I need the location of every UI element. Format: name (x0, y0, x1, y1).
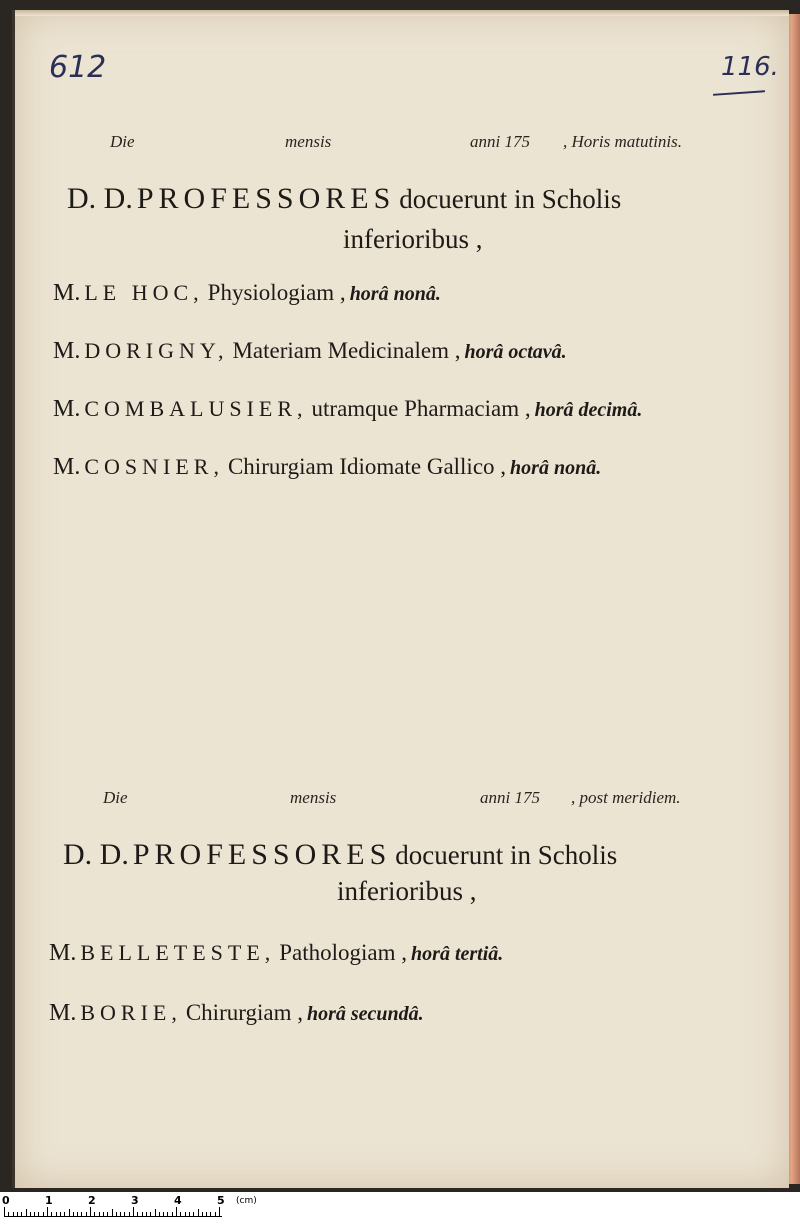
ruler-tick (142, 1212, 143, 1216)
ruler-tick (137, 1212, 138, 1216)
dateline-die: Die (110, 132, 135, 151)
ruler-tick (146, 1212, 147, 1216)
ruler-tick (189, 1212, 190, 1216)
ruler-tick (94, 1212, 95, 1216)
ruler-tick (155, 1209, 156, 1216)
ruler-tick (202, 1212, 203, 1216)
ruler-tick (30, 1212, 31, 1216)
ruler-tick (8, 1212, 9, 1216)
entry-prefix: M. (49, 940, 77, 966)
ruler-label: 3 (131, 1194, 139, 1207)
dateline-die: Die (103, 788, 128, 807)
entry-prefix: M. (53, 454, 81, 480)
professor-entry (53, 280, 441, 307)
ruler-tick (133, 1207, 134, 1216)
dateline-anni: anni 175 (480, 788, 540, 807)
ruler-tick (47, 1207, 48, 1216)
professor-name: LE HOC, (84, 280, 204, 305)
ruler-tick (38, 1212, 39, 1216)
dateline-mensis: mensis (285, 132, 332, 151)
ruler-tick (34, 1212, 35, 1216)
ruler-tick (150, 1212, 151, 1216)
dateline-anni: anni 175 (470, 132, 530, 151)
section-heading (63, 838, 617, 872)
course-subject: Chirurgiam Idiomate Gallico , (227, 454, 507, 479)
course-hour: horâ octavâ. (464, 341, 567, 363)
ruler-baseline (4, 1216, 222, 1217)
professor-name: DORIGNY, (84, 338, 229, 363)
course-hour: horâ decimâ. (534, 399, 643, 421)
professor-name: BORIE, (80, 1000, 182, 1025)
ruler-tick (210, 1212, 211, 1216)
ruler-tick (193, 1212, 194, 1216)
ruler-unit: (cm) (236, 1196, 257, 1206)
professor-entry (53, 396, 642, 423)
ruler-tick (163, 1212, 164, 1216)
dateline-hours: , Horis matutinis. (563, 132, 683, 151)
heading-line2: inferioribus , (343, 224, 483, 254)
course-hour: horâ tertiâ. (411, 943, 504, 965)
professor-name: COSNIER, (84, 454, 224, 479)
heading-dd: D. D. (67, 182, 133, 215)
ruler-label: 1 (45, 1194, 53, 1207)
course-subject: Chirurgiam , (185, 1000, 303, 1025)
ruler-tick (21, 1212, 22, 1216)
ruler-tick (159, 1212, 160, 1216)
course-hour: horâ nonâ. (510, 457, 602, 479)
professor-name: BELLETESTE, (80, 940, 276, 965)
heading-dd: D. D. (63, 838, 129, 871)
heading-line2: inferioribus , (337, 876, 477, 906)
ruler-tick (56, 1212, 57, 1216)
ruler-label: 4 (174, 1194, 182, 1207)
ruler-tick (185, 1212, 186, 1216)
ruler-tick (129, 1212, 130, 1216)
ruler-label: 0 (2, 1194, 10, 1207)
ruler-tick (17, 1212, 18, 1216)
ruler-tick (73, 1212, 74, 1216)
ruler-tick (112, 1209, 113, 1216)
ruler-tick (4, 1207, 5, 1216)
ruler-tick (13, 1212, 14, 1216)
book-page (12, 10, 789, 1188)
course-subject: Physiologiam , (207, 280, 346, 305)
ruler-tick (81, 1212, 82, 1216)
entry-prefix: M. (53, 280, 81, 306)
scale-ruler (0, 1192, 800, 1232)
course-subject: Materiam Medicinalem , (232, 338, 461, 363)
ruler-tick (120, 1212, 121, 1216)
ruler-tick (176, 1207, 177, 1216)
handwritten-folio-right: 116. (721, 52, 779, 82)
heading-docuerunt: docuerunt in Scholis (395, 840, 618, 870)
ruler-tick (206, 1212, 207, 1216)
handwritten-folio-left: 612 (49, 50, 107, 85)
ruler-tick (90, 1207, 91, 1216)
heading-professores: PROFESSORES (136, 182, 396, 215)
ruler-tick (107, 1212, 108, 1216)
ruler-tick (180, 1212, 181, 1216)
course-subject: utramque Pharmaciam , (311, 396, 531, 421)
ruler-tick (77, 1212, 78, 1216)
ruler-tick (69, 1209, 70, 1216)
heading-docuerunt: docuerunt in Scholis (399, 184, 622, 214)
professor-entry (49, 1000, 424, 1027)
course-hour: horâ secundâ. (306, 1003, 424, 1025)
folio-underline (713, 90, 765, 96)
professor-name: COMBALUSIER, (84, 396, 308, 421)
ruler-tick (103, 1212, 104, 1216)
professor-entry (49, 940, 503, 967)
professor-entry (53, 454, 601, 481)
entry-prefix: M. (53, 396, 81, 422)
ruler-tick (86, 1212, 87, 1216)
entry-prefix: M. (53, 338, 81, 364)
ruler-tick (51, 1212, 52, 1216)
ruler-tick (64, 1212, 65, 1216)
ruler-label: 5 (217, 1194, 225, 1207)
ruler-tick (172, 1212, 173, 1216)
ruler-tick (99, 1212, 100, 1216)
ruler-tick (219, 1207, 220, 1216)
dateline-mensis: mensis (290, 788, 337, 807)
course-hour: horâ nonâ. (349, 283, 441, 305)
professor-entry (53, 338, 567, 365)
ruler-tick (26, 1209, 27, 1216)
ruler-tick (43, 1212, 44, 1216)
ruler-tick (215, 1212, 216, 1216)
ruler-tick (124, 1212, 125, 1216)
dateline-hours: , post meridiem. (571, 788, 681, 807)
section-heading (67, 182, 621, 216)
ruler-tick (60, 1212, 61, 1216)
entry-prefix: M. (49, 1000, 77, 1026)
ruler-tick (167, 1212, 168, 1216)
ruler-tick (198, 1209, 199, 1216)
heading-professores: PROFESSORES (132, 838, 392, 871)
ruler-label: 2 (88, 1194, 96, 1207)
ruler-tick (116, 1212, 117, 1216)
course-subject: Pathologiam , (279, 940, 408, 965)
